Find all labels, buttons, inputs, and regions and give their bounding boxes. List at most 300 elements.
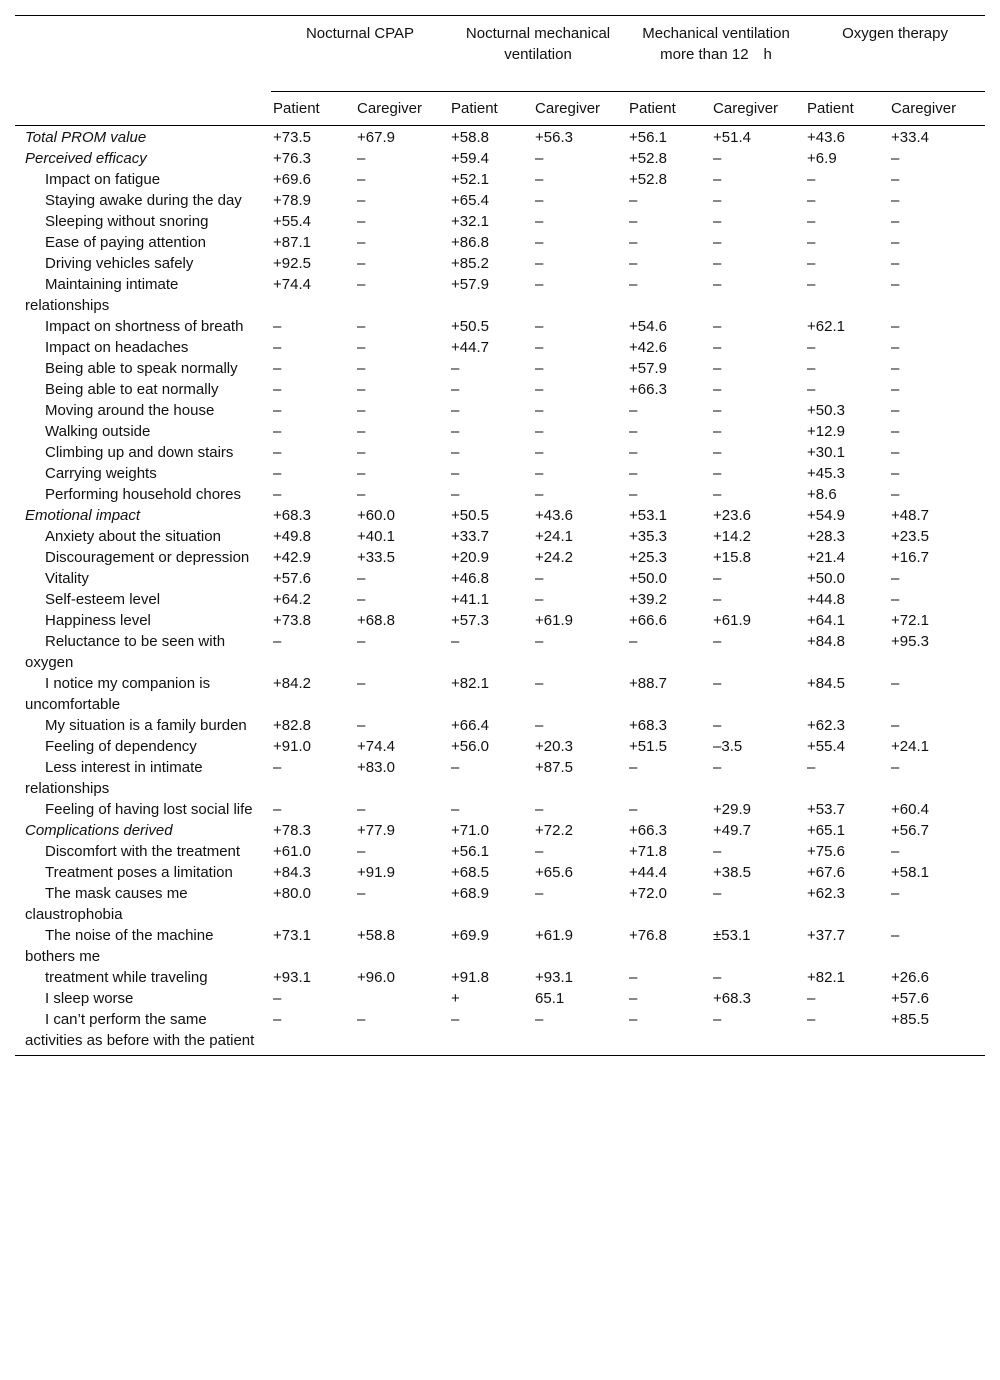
value-cell: – xyxy=(713,633,722,650)
value-cell: – xyxy=(713,843,722,860)
value-cell: – xyxy=(891,465,900,482)
row-label-text: Reluctance to be seen with oxygen xyxy=(25,633,226,671)
subheader-cell: Patient xyxy=(449,92,533,126)
value-cell: – xyxy=(807,276,816,293)
value-cell: – xyxy=(273,360,282,377)
row-label-text: Being able to eat normally xyxy=(45,381,219,398)
value-cell: +61.0 xyxy=(273,843,311,860)
row-label-text: Climbing up and down stairs xyxy=(45,444,234,461)
value-cell: +43.6 xyxy=(535,507,573,524)
section-label xyxy=(15,820,271,841)
value-cell: – xyxy=(357,591,366,608)
value-cell: – xyxy=(451,360,460,377)
value-cell: – xyxy=(629,213,638,230)
item-label xyxy=(15,211,271,232)
value-cell: – xyxy=(535,423,544,440)
table-row xyxy=(15,274,985,316)
row-label-text: Driving vehicles safely xyxy=(45,255,194,272)
value-cell: +61.9 xyxy=(535,927,573,944)
value-cell: – xyxy=(357,801,366,818)
value-cell: +91.8 xyxy=(451,969,489,986)
table-row xyxy=(15,463,985,484)
table-row xyxy=(15,967,985,988)
item-label xyxy=(15,862,271,883)
table-row xyxy=(15,547,985,568)
value-cell: +46.8 xyxy=(451,570,489,587)
value-cell: +43.6 xyxy=(807,129,846,146)
value-cell: – xyxy=(357,402,366,419)
value-cell: – xyxy=(451,402,460,419)
value-cell: – xyxy=(713,675,722,692)
value-cell: +33.7 xyxy=(451,528,489,545)
row-label-text: treatment while traveling xyxy=(45,969,208,986)
value-cell: +84.2 xyxy=(273,675,311,692)
value-cell: – xyxy=(273,381,282,398)
row-label-text: Feeling of dependency xyxy=(45,738,197,755)
item-label xyxy=(15,463,271,484)
value-cell: – xyxy=(713,591,722,608)
value-cell: – xyxy=(891,360,900,377)
table-row xyxy=(15,1009,985,1056)
value-cell: +60.0 xyxy=(357,507,395,524)
value-cell: +15.8 xyxy=(713,549,751,566)
value-cell: +54.9 xyxy=(807,507,846,524)
value-cell: + xyxy=(451,990,460,1007)
value-cell: +52.1 xyxy=(451,171,489,188)
value-cell: +73.1 xyxy=(273,927,311,944)
item-label xyxy=(15,673,271,715)
value-cell: – xyxy=(807,192,816,209)
value-cell: – xyxy=(535,339,544,356)
value-cell: – xyxy=(535,213,544,230)
table-row xyxy=(15,211,985,232)
row-label-text: Emotional impact xyxy=(25,507,141,524)
value-cell: +42.9 xyxy=(273,549,311,566)
value-cell: – xyxy=(805,1009,889,1056)
row-label-text: Sleeping without snoring xyxy=(45,213,209,230)
value-cell: – xyxy=(449,1009,533,1056)
row-label-text: I notice my companion is uncomfortable xyxy=(25,675,211,713)
value-cell: +50.0 xyxy=(807,570,846,587)
subheader-cell: Caregiver xyxy=(355,92,449,126)
table-row xyxy=(15,400,985,421)
value-cell: – xyxy=(713,234,722,251)
value-cell: – xyxy=(713,717,722,734)
value-cell: +93.1 xyxy=(535,969,573,986)
value-cell: – xyxy=(535,150,544,167)
table-row xyxy=(15,526,985,547)
value-cell: – xyxy=(273,759,282,776)
row-label-text: Perceived efficacy xyxy=(25,150,147,167)
value-cell: +56.7 xyxy=(891,822,930,839)
value-cell: – xyxy=(891,339,900,356)
table-row xyxy=(15,673,985,715)
value-cell: +26.6 xyxy=(891,969,930,986)
value-cell: – xyxy=(535,171,544,188)
value-cell: – xyxy=(891,150,900,167)
value-cell: +68.3 xyxy=(629,717,667,734)
value-cell: – xyxy=(807,339,816,356)
value-cell: – xyxy=(273,990,282,1007)
value-cell: – xyxy=(629,969,638,986)
value-cell: +25.3 xyxy=(629,549,667,566)
item-label xyxy=(15,190,271,211)
row-label-text: Less interest in intimate relationships xyxy=(25,759,203,797)
value-cell: +65.1 xyxy=(807,822,846,839)
value-cell: +95.3 xyxy=(891,633,930,650)
row-label-text: Ease of paying attention xyxy=(45,234,206,251)
value-cell: – xyxy=(807,213,816,230)
value-cell: – xyxy=(891,234,900,251)
value-cell: +53.7 xyxy=(807,801,846,818)
value-cell: – xyxy=(807,171,816,188)
table-row xyxy=(15,862,985,883)
row-label-text: Total PROM value xyxy=(25,129,147,146)
row-label-text: Impact on shortness of breath xyxy=(45,318,244,335)
value-cell: +78.3 xyxy=(273,822,311,839)
group-header: Nocturnal mechanical ventilation xyxy=(449,16,627,92)
value-cell: – xyxy=(807,360,816,377)
value-cell: – xyxy=(535,591,544,608)
value-cell: +24.1 xyxy=(891,738,930,755)
value-cell: – xyxy=(891,402,900,419)
value-cell: +56.1 xyxy=(629,129,667,146)
value-cell: – xyxy=(451,801,460,818)
value-cell: – xyxy=(713,402,722,419)
value-cell: +44.7 xyxy=(451,339,489,356)
value-cell: – xyxy=(357,381,366,398)
value-cell: +85.5 xyxy=(889,1009,985,1056)
value-cell: +59.4 xyxy=(451,150,489,167)
section-label xyxy=(15,148,271,169)
value-cell: – xyxy=(891,192,900,209)
value-cell: +77.9 xyxy=(357,822,395,839)
value-cell: +74.4 xyxy=(273,276,311,293)
value-cell: +51.5 xyxy=(629,738,667,755)
value-cell: +64.1 xyxy=(807,612,846,629)
value-cell: +75.6 xyxy=(807,843,846,860)
value-cell: +49.8 xyxy=(273,528,311,545)
value-cell: +82.1 xyxy=(807,969,846,986)
row-label-text: The noise of the machine bothers me xyxy=(25,927,214,965)
row-label-text: Discouragement or depression xyxy=(45,549,250,566)
value-cell: +44.4 xyxy=(629,864,667,881)
value-cell: – xyxy=(891,381,900,398)
value-cell: – xyxy=(713,381,722,398)
value-cell: +45.3 xyxy=(807,465,846,482)
value-cell: – xyxy=(357,570,366,587)
value-cell: – xyxy=(273,465,282,482)
value-cell: +68.3 xyxy=(273,507,311,524)
value-cell: – xyxy=(713,360,722,377)
value-cell: +38.5 xyxy=(713,864,751,881)
table-row xyxy=(15,820,985,841)
table-row xyxy=(15,484,985,505)
value-cell: – xyxy=(357,675,366,692)
value-cell: – xyxy=(629,192,638,209)
section-label xyxy=(15,126,271,149)
value-cell: +84.3 xyxy=(273,864,311,881)
group-header: Nocturnal CPAP xyxy=(271,16,449,92)
value-cell: +20.3 xyxy=(535,738,573,755)
row-label-text: Vitality xyxy=(45,570,89,587)
value-cell: – xyxy=(891,318,900,335)
item-label xyxy=(15,442,271,463)
value-cell: – xyxy=(807,759,816,776)
item-label xyxy=(15,274,271,316)
item-label xyxy=(15,316,271,337)
value-cell: – xyxy=(713,885,722,902)
value-cell: – xyxy=(891,927,900,944)
row-label-text: The mask causes me claustrophobia xyxy=(25,885,188,923)
value-cell: – xyxy=(713,213,722,230)
value-cell: +37.7 xyxy=(807,927,846,944)
item-label xyxy=(15,841,271,862)
value-cell: – xyxy=(629,801,638,818)
value-cell: +72.2 xyxy=(535,822,573,839)
row-label-text: I sleep worse xyxy=(45,990,134,1007)
value-cell: +60.4 xyxy=(891,801,930,818)
value-cell: – xyxy=(357,276,366,293)
value-cell: +71.8 xyxy=(629,843,667,860)
subheader-cell: Caregiver xyxy=(889,92,985,126)
value-cell: +57.6 xyxy=(273,570,311,587)
value-cell: +91.9 xyxy=(357,864,395,881)
item-label xyxy=(15,925,271,967)
row-label-text: Treatment poses a limitation xyxy=(45,864,233,881)
value-cell: – xyxy=(535,570,544,587)
value-cell: – xyxy=(535,444,544,461)
value-cell: – xyxy=(357,339,366,356)
value-cell: – xyxy=(891,591,900,608)
value-cell: +50.5 xyxy=(451,318,489,335)
row-label-text: Staying awake during the day xyxy=(45,192,242,209)
value-cell: – xyxy=(357,717,366,734)
value-cell: – xyxy=(891,885,900,902)
row-label-text: Carrying weights xyxy=(45,465,157,482)
section-label xyxy=(15,505,271,526)
value-cell: +50.0 xyxy=(629,570,667,587)
group-header: Oxygen therapy xyxy=(805,16,985,92)
item-label xyxy=(15,610,271,631)
subheader-cell: Patient xyxy=(805,92,889,126)
item-label xyxy=(15,253,271,274)
row-label-text: Being able to speak normally xyxy=(45,360,238,377)
value-cell: – xyxy=(891,276,900,293)
value-cell: +82.1 xyxy=(451,675,489,692)
value-cell: +72.1 xyxy=(891,612,930,629)
row-label-text: Walking outside xyxy=(45,423,151,440)
value-cell: – xyxy=(807,234,816,251)
value-cell: – xyxy=(713,444,722,461)
value-cell: +44.8 xyxy=(807,591,846,608)
value-cell: +55.4 xyxy=(273,213,311,230)
row-label-text: Happiness level xyxy=(45,612,151,629)
value-cell: – xyxy=(891,843,900,860)
value-cell: – xyxy=(535,234,544,251)
value-cell: +52.8 xyxy=(629,171,667,188)
value-cell: – xyxy=(629,444,638,461)
value-cell: +53.1 xyxy=(629,507,667,524)
value-cell: – xyxy=(451,759,460,776)
item-label xyxy=(15,484,271,505)
value-cell: – xyxy=(535,402,544,419)
item-label xyxy=(15,883,271,925)
value-cell: – xyxy=(713,759,722,776)
value-cell: – xyxy=(273,402,282,419)
value-cell: +12.9 xyxy=(807,423,846,440)
value-cell: +6.9 xyxy=(807,150,837,167)
table-row xyxy=(15,126,985,149)
value-cell xyxy=(355,988,449,1009)
value-cell: – xyxy=(535,318,544,335)
value-cell: – xyxy=(357,150,366,167)
table-row xyxy=(15,799,985,820)
item-label xyxy=(15,421,271,442)
value-cell: – xyxy=(629,759,638,776)
row-label-text: Performing household chores xyxy=(45,486,241,503)
value-cell: +58.1 xyxy=(891,864,930,881)
value-cell: – xyxy=(357,360,366,377)
table-row xyxy=(15,736,985,757)
item-label xyxy=(15,631,271,673)
value-cell: +28.3 xyxy=(807,528,846,545)
value-cell: – xyxy=(891,759,900,776)
value-cell: +52.8 xyxy=(629,150,667,167)
table-row xyxy=(15,610,985,631)
value-cell: +35.3 xyxy=(629,528,667,545)
value-cell: – xyxy=(357,213,366,230)
value-cell: – xyxy=(357,444,366,461)
value-cell: – xyxy=(451,444,460,461)
value-cell: +92.5 xyxy=(273,255,311,272)
value-cell: 65.1 xyxy=(535,990,565,1007)
item-label xyxy=(15,547,271,568)
value-cell: +40.1 xyxy=(357,528,395,545)
value-cell: – xyxy=(357,423,366,440)
item-label xyxy=(15,799,271,820)
value-cell: +84.5 xyxy=(807,675,846,692)
row-label-text: Complications derived xyxy=(25,822,173,839)
value-cell: – xyxy=(713,276,722,293)
value-cell: +14.2 xyxy=(713,528,751,545)
value-cell: – xyxy=(357,192,366,209)
table-row xyxy=(15,631,985,673)
value-cell: +57.3 xyxy=(451,612,489,629)
value-cell: – xyxy=(535,276,544,293)
value-cell: – xyxy=(273,318,282,335)
value-cell: +58.8 xyxy=(451,129,489,146)
value-cell: – xyxy=(357,486,366,503)
value-cell: – xyxy=(273,444,282,461)
value-cell: +57.6 xyxy=(891,990,930,1007)
value-cell: +20.9 xyxy=(451,549,489,566)
table-row xyxy=(15,358,985,379)
table-row xyxy=(15,379,985,400)
value-cell: – xyxy=(713,465,722,482)
item-label xyxy=(15,379,271,400)
value-cell: +69.6 xyxy=(273,171,311,188)
value-cell: +66.3 xyxy=(629,822,667,839)
table-row xyxy=(15,337,985,358)
value-cell: +42.6 xyxy=(629,339,667,356)
value-cell: +76.3 xyxy=(273,150,311,167)
row-label-text: Impact on headaches xyxy=(45,339,189,356)
subheader-cell: Caregiver xyxy=(711,92,805,126)
value-cell: +67.6 xyxy=(807,864,846,881)
row-label-text: Maintaining intimate relationships xyxy=(25,276,179,314)
value-cell: +33.5 xyxy=(357,549,395,566)
value-cell: – xyxy=(629,465,638,482)
value-cell: +72.0 xyxy=(629,885,667,902)
table-row xyxy=(15,841,985,862)
value-cell: – xyxy=(891,675,900,692)
value-cell: +87.5 xyxy=(535,759,573,776)
value-cell: – xyxy=(629,234,638,251)
value-cell: +61.9 xyxy=(713,612,751,629)
value-cell: – xyxy=(273,486,282,503)
value-cell: +49.7 xyxy=(713,822,751,839)
value-cell: +87.1 xyxy=(273,234,311,251)
value-cell: – xyxy=(891,423,900,440)
value-cell: – xyxy=(451,423,460,440)
value-cell: +68.9 xyxy=(451,885,489,902)
table-row xyxy=(15,169,985,190)
value-cell: – xyxy=(451,486,460,503)
value-cell: – xyxy=(713,570,722,587)
value-cell: – xyxy=(713,150,722,167)
value-cell: +68.3 xyxy=(713,990,751,1007)
subheader-cell: Patient xyxy=(271,92,355,126)
table-row xyxy=(15,589,985,610)
value-cell: – xyxy=(891,444,900,461)
value-cell: – xyxy=(357,843,366,860)
value-cell: – xyxy=(713,171,722,188)
value-cell: +76.8 xyxy=(629,927,667,944)
value-cell: – xyxy=(535,465,544,482)
value-cell: – xyxy=(713,192,722,209)
value-cell: +69.9 xyxy=(451,927,489,944)
value-cell: +88.7 xyxy=(629,675,667,692)
value-cell: – xyxy=(629,990,638,1007)
value-cell: – xyxy=(535,486,544,503)
row-label-text: Feeling of having lost social life xyxy=(45,801,253,818)
value-cell: +51.4 xyxy=(713,129,751,146)
value-cell: – xyxy=(891,486,900,503)
value-cell: – xyxy=(713,486,722,503)
value-cell: +78.9 xyxy=(273,192,311,209)
value-cell: – xyxy=(535,255,544,272)
row-label-text: Moving around the house xyxy=(45,402,215,419)
value-cell: – xyxy=(357,318,366,335)
row-label-text: I can’t perform the same activities as before with the patient xyxy=(25,1011,255,1049)
table-row xyxy=(15,148,985,169)
value-cell: +62.1 xyxy=(807,318,846,335)
value-cell: – xyxy=(713,318,722,335)
value-cell: +71.0 xyxy=(451,822,489,839)
value-cell: +84.8 xyxy=(807,633,846,650)
value-cell: – xyxy=(629,633,638,650)
table-body xyxy=(15,126,985,1056)
value-cell: +61.9 xyxy=(535,612,573,629)
value-cell: +30.1 xyxy=(807,444,846,461)
table-row xyxy=(15,715,985,736)
table-row xyxy=(15,925,985,967)
value-cell: +56.0 xyxy=(451,738,489,755)
table-row xyxy=(15,253,985,274)
value-cell: – xyxy=(713,339,722,356)
value-cell: +57.9 xyxy=(629,360,667,377)
